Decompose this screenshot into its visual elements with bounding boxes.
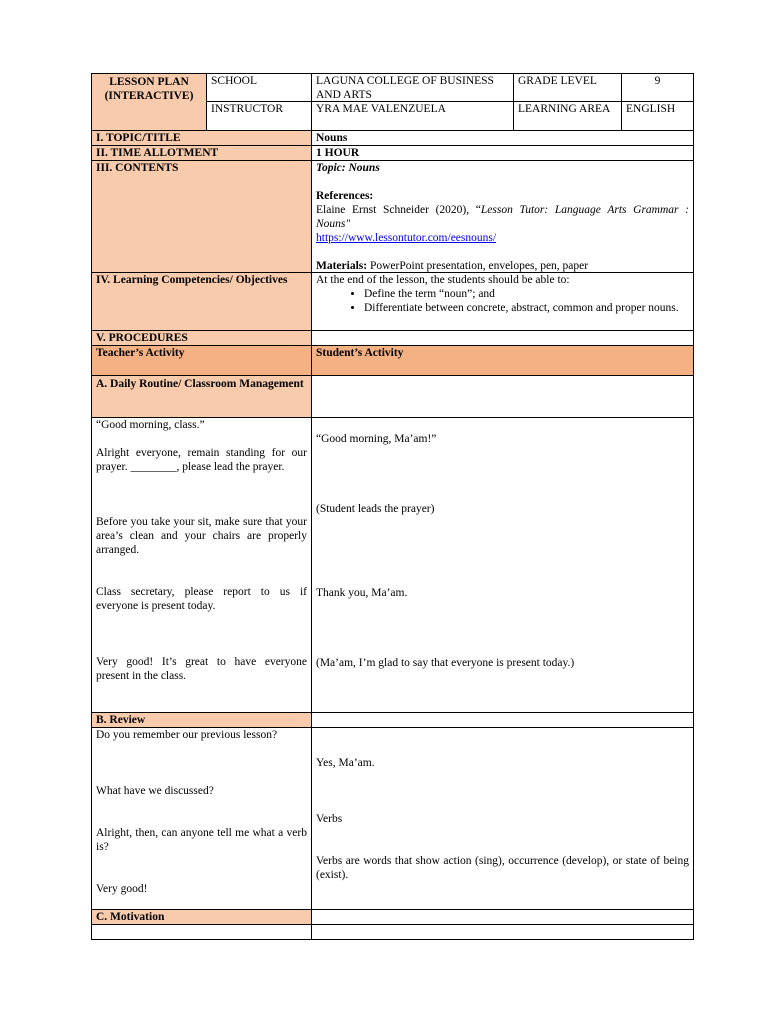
teacher-line: “Good morning, class.” bbox=[96, 419, 205, 431]
motivation-empty-cell bbox=[311, 909, 694, 925]
objectives-label-cell bbox=[91, 272, 312, 331]
teacher-line: Alright, then, can anyone tell me what a verb is? bbox=[96, 827, 307, 853]
student-header-label: Student’s Activity bbox=[316, 347, 404, 359]
school-label: SCHOOL bbox=[211, 75, 258, 87]
grade-value-cell bbox=[621, 73, 694, 102]
student-line: Verbs are words that show action (sing), occurrence (develop), or state of being (exist). bbox=[316, 855, 689, 881]
contents-label: III. CONTENTS bbox=[96, 162, 179, 174]
student-activity-header bbox=[311, 345, 694, 376]
materials-label: Materials: bbox=[316, 260, 368, 272]
lesson-plan-label: LESSON PLAN (INTERACTIVE) bbox=[104, 76, 194, 102]
review-empty-cell bbox=[311, 712, 694, 728]
review-teacher-cell bbox=[91, 727, 312, 910]
references-label: References: bbox=[316, 190, 374, 202]
student-line: Yes, Ma’am. bbox=[316, 757, 375, 769]
daily-routine-student-cell bbox=[311, 417, 694, 713]
motivation-teacher-cell bbox=[91, 924, 312, 940]
student-line: (Student leads the prayer) bbox=[316, 503, 435, 515]
instructor-label: INSTRUCTOR bbox=[211, 103, 283, 115]
instructor-value-cell bbox=[311, 101, 514, 131]
teacher-line: Alright everyone, remain standing for our prayer. ________, please lead the prayer. bbox=[96, 447, 307, 473]
daily-routine-teacher-cell bbox=[91, 417, 312, 713]
student-line: (Ma’am, I’m glad to say that everyone is present today.) bbox=[316, 657, 575, 669]
teacher-header-label: Teacher’s Activity bbox=[96, 347, 185, 359]
student-line: Thank you, Ma’am. bbox=[316, 587, 408, 599]
review-student-cell bbox=[311, 727, 694, 910]
objectives-label: IV. Learning Competencies/ Objectives bbox=[96, 274, 288, 286]
daily-routine-label: A. Daily Routine/ Classroom Management bbox=[96, 378, 304, 390]
student-line: Verbs bbox=[316, 813, 343, 825]
school-label-cell bbox=[206, 73, 312, 102]
daily-routine-empty-cell bbox=[311, 375, 694, 418]
review-label: B. Review bbox=[96, 714, 146, 726]
lesson-plan-cell bbox=[91, 73, 207, 131]
topic-label-cell bbox=[91, 130, 312, 146]
review-label-cell bbox=[91, 712, 312, 728]
area-label: LEARNING AREA bbox=[518, 103, 611, 115]
teacher-line: Do you remember our previous lesson? bbox=[96, 729, 278, 741]
instructor-label-cell bbox=[206, 101, 312, 131]
area-value-cell bbox=[621, 101, 694, 131]
teacher-activity-header bbox=[91, 345, 312, 376]
procedures-value-cell bbox=[311, 330, 694, 346]
objectives-value-cell bbox=[311, 272, 694, 331]
reference-author: Elaine Ernst Schneider (2020), “ bbox=[316, 204, 481, 216]
teacher-line: What have we discussed? bbox=[96, 785, 214, 797]
topic-value: Nouns bbox=[316, 132, 348, 144]
reference-entry bbox=[316, 203, 689, 231]
school-value: LAGUNA COLLEGE OF BUSINESS AND ARTS bbox=[316, 75, 494, 101]
procedures-label-cell bbox=[91, 330, 312, 346]
topic-label: I. TOPIC/TITLE bbox=[96, 132, 181, 144]
grade-label-cell bbox=[513, 73, 622, 102]
time-value: 1 HOUR bbox=[316, 147, 360, 159]
student-line: “Good morning, Ma’am!” bbox=[316, 433, 437, 445]
motivation-label: C. Motivation bbox=[96, 911, 165, 923]
grade-value: 9 bbox=[654, 75, 661, 87]
motivation-student-cell bbox=[311, 924, 694, 940]
objectives-list bbox=[316, 287, 689, 315]
time-label-cell bbox=[91, 145, 312, 161]
contents-value-cell bbox=[311, 160, 694, 273]
teacher-line: Very good! bbox=[96, 883, 148, 895]
school-value-cell bbox=[311, 73, 514, 102]
time-label: II. TIME ALLOTMENT bbox=[96, 147, 219, 159]
reference-link[interactable]: https://www.lessontutor.com/eesnouns/ bbox=[316, 232, 497, 244]
teacher-line: Very good! It’s great to have everyone present in the class. bbox=[96, 656, 307, 682]
time-value-cell bbox=[311, 145, 694, 161]
objectives-intro: At the end of the lesson, the students should be able to: bbox=[316, 274, 570, 286]
area-label-cell bbox=[513, 101, 622, 131]
instructor-value: YRA MAE VALENZUELA bbox=[316, 103, 446, 115]
contents-topic: Topic: Nouns bbox=[316, 162, 380, 174]
procedures-label: V. PROCEDURES bbox=[96, 332, 188, 344]
objective-item: • Define the term “noun”; and bbox=[364, 287, 689, 301]
daily-routine-label-cell bbox=[91, 375, 312, 418]
materials-line bbox=[316, 259, 689, 273]
reference-title: Lesson Tutor: Language Arts Grammar : Nouns" bbox=[316, 204, 689, 230]
objective-item: • Differentiate between concrete, abstract, common and proper nouns. bbox=[364, 301, 689, 315]
contents-label-cell bbox=[91, 160, 312, 273]
area-value: ENGLISH bbox=[626, 103, 676, 115]
grade-label: GRADE LEVEL bbox=[518, 75, 597, 87]
topic-value-cell bbox=[311, 130, 694, 146]
teacher-line: Class secretary, please report to us if everyone is present today. bbox=[96, 586, 307, 612]
teacher-line: Before you take your sit, make sure that your area’s clean and your chairs are properly arranged. bbox=[96, 516, 307, 556]
motivation-label-cell bbox=[91, 909, 312, 925]
materials-value: PowerPoint presentation, envelopes, pen, paper bbox=[367, 260, 589, 272]
